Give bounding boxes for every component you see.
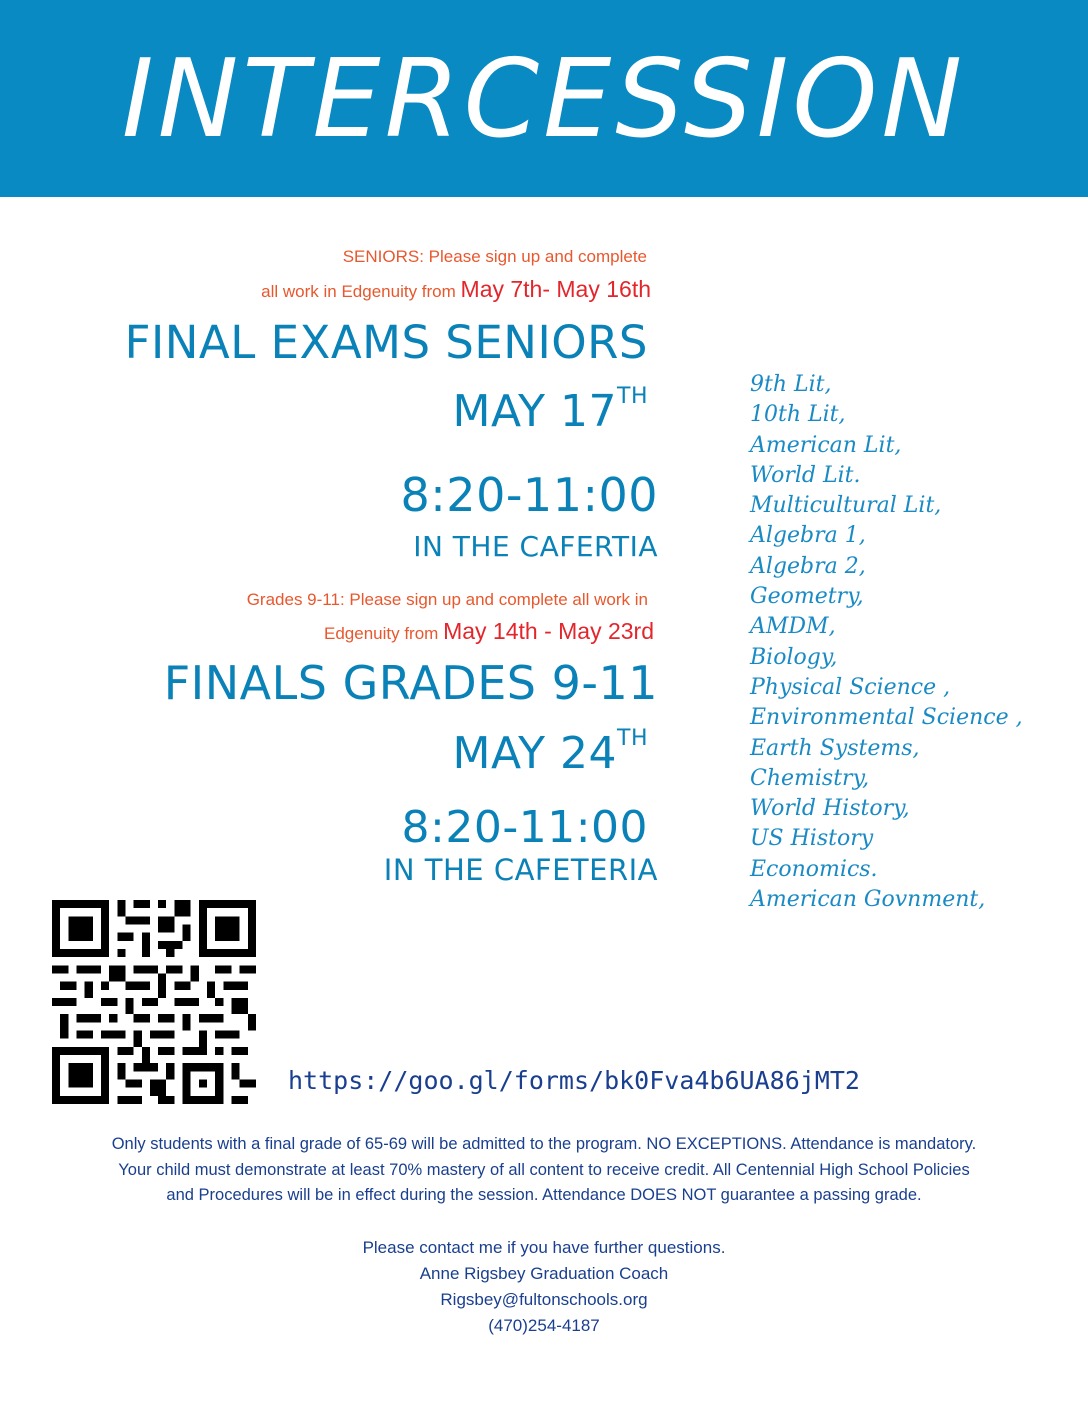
- grades-date-text: MAY 24: [452, 728, 618, 779]
- subject-item: Biology,: [750, 644, 838, 670]
- policy-text: [0, 1132, 1088, 1209]
- grades-note-line2: [324, 618, 654, 645]
- seniors-note-dates: May 7th- May 16th: [460, 276, 651, 302]
- subject-item: Geometry,: [750, 584, 864, 610]
- subject-item: World Lit.: [750, 462, 861, 488]
- grades-note-dates: May 14th - May 23rd: [443, 618, 654, 644]
- signup-form-link[interactable]: https://goo.gl/forms/bk0Fva4b6UA86jMT2: [288, 1066, 860, 1095]
- subject-item: Chemistry,: [750, 765, 870, 791]
- policy-line: Only students with a final grade of 65-69 will be admitted to the program. NO EXCEPTIONS. Attendance is mandatory.: [111, 1135, 977, 1153]
- contact-info: [0, 1235, 1088, 1339]
- contact-name: Anne Rigsbey Graduation Coach: [419, 1264, 669, 1283]
- contact-email[interactable]: Rigsbey@fultonschools.org: [440, 1290, 648, 1309]
- subject-item: Economics.: [750, 856, 878, 882]
- subject-item: 10th Lit,: [750, 402, 846, 428]
- contact-phone: (470)254-4187: [488, 1316, 600, 1335]
- policy-line: and Procedures will be in effect during the session. Attendance DOES NOT guarantee a passing grade.: [166, 1186, 922, 1204]
- qr-code-icon[interactable]: [52, 900, 256, 1104]
- subject-item: American Lit,: [750, 432, 902, 458]
- seniors-note-line2: [261, 276, 651, 303]
- grades-exam-location: IN THE CAFETERIA: [383, 853, 658, 887]
- grades-exam-heading: FINALS GRADES 9-11: [163, 656, 658, 710]
- seniors-date-text: MAY 17: [452, 386, 618, 437]
- subject-item: World History,: [750, 796, 910, 822]
- subject-item: Physical Science ,: [750, 674, 951, 700]
- grades-date-suffix: TH: [617, 726, 648, 751]
- subjects-list: [750, 370, 1023, 915]
- subject-item: Multicultural Lit,: [750, 493, 942, 519]
- page-title: INTERCESSION: [121, 37, 967, 162]
- grades-exam-date: [453, 728, 648, 779]
- subject-item: US History: [750, 826, 874, 852]
- contact-intro: Please contact me if you have further questions.: [362, 1238, 726, 1257]
- grades-exam-time: 8:20-11:00: [401, 802, 648, 853]
- subject-item: Algebra 1,: [750, 523, 866, 549]
- subject-item: Earth Systems,: [750, 735, 920, 761]
- grades-note-text: Edgenuity from: [324, 624, 439, 643]
- seniors-note-line1: SENIORS: Please sign up and complete: [342, 247, 647, 266]
- seniors-exam-location: IN THE CAFERTIA: [413, 530, 658, 563]
- subject-item: American Govnment,: [750, 887, 986, 913]
- subject-item: 9th Lit,: [750, 372, 832, 397]
- seniors-exam-time: 8:20-11:00: [400, 468, 658, 522]
- subject-item: Environmental Science ,: [750, 705, 1023, 731]
- seniors-date-suffix: TH: [617, 384, 648, 409]
- seniors-exam-heading: FINAL EXAMS SENIORS: [124, 316, 648, 369]
- subject-item: Algebra 2,: [750, 553, 866, 579]
- seniors-note-text: all work in Edgenuity from: [261, 282, 456, 301]
- grades-note-line1: Grades 9-11: Please sign up and complete all work in: [246, 590, 648, 609]
- policy-line: Your child must demonstrate at least 70% mastery of all content to receive credit. All Centennial High School Policies: [118, 1160, 970, 1179]
- seniors-exam-date: [453, 386, 648, 437]
- subject-item: AMDM,: [750, 614, 836, 640]
